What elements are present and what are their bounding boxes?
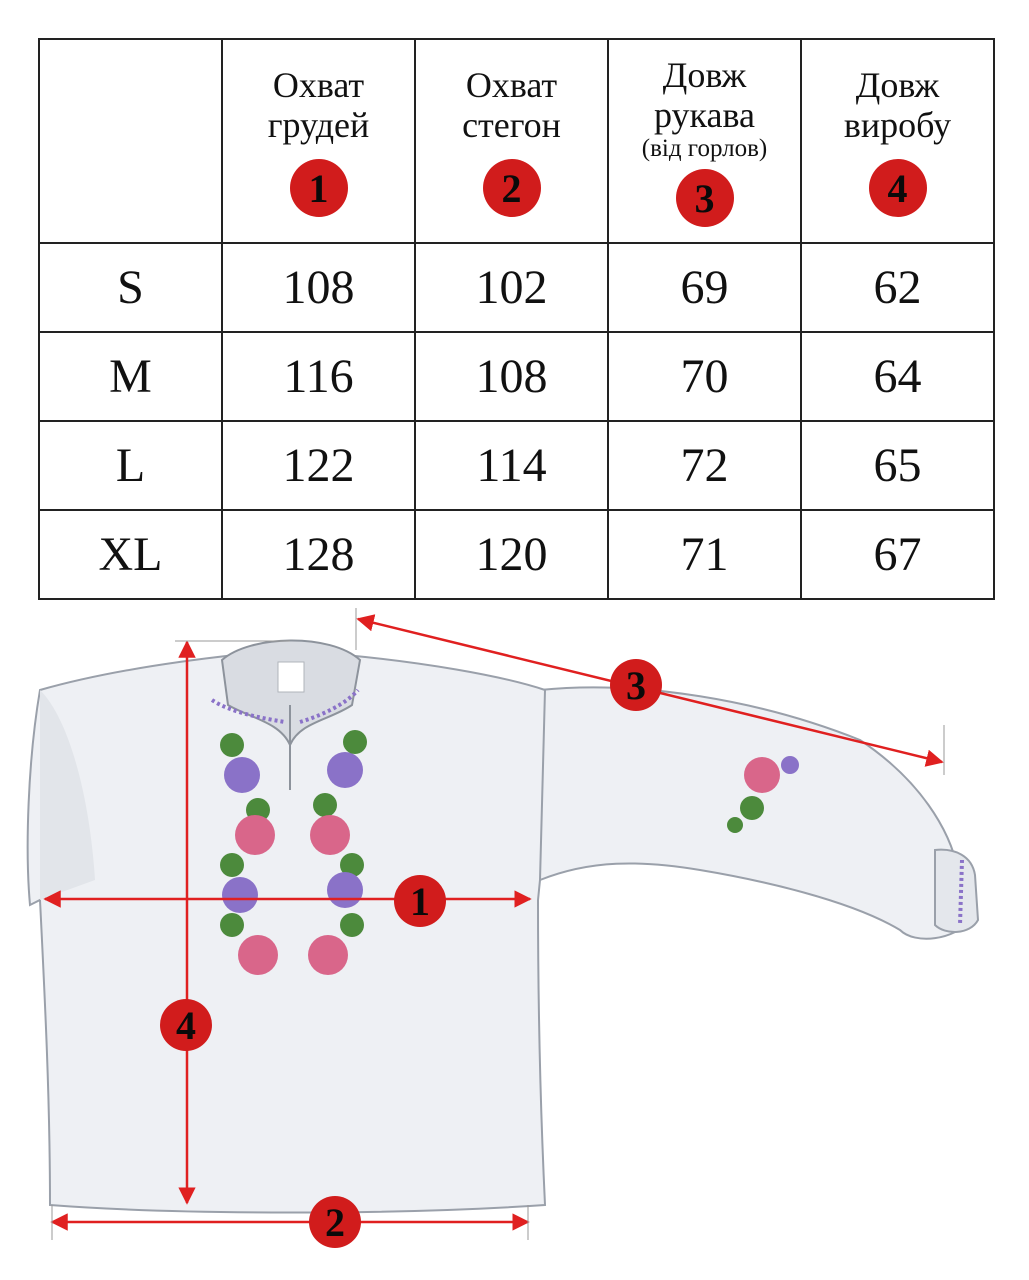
table-row [39,510,994,599]
hips-value: 114 [415,421,608,510]
header-hips-badge: 2 [483,159,541,217]
header-chest [222,39,415,243]
table-row [39,421,994,510]
header-chest-line2: грудей [267,105,370,145]
size-label: XL [39,510,222,599]
chest-value: 128 [222,510,415,599]
header-empty-cell [39,39,222,243]
header-row [39,39,994,243]
header-sleeve-line2: рукава [654,95,755,135]
size-label: L [39,421,222,510]
length-value: 64 [801,332,994,421]
chest-value: 108 [222,243,415,332]
chest-value: 116 [222,332,415,421]
length-value: 62 [801,243,994,332]
sleeve-value: 71 [608,510,801,599]
marker-hips-label: 2 [325,1200,345,1245]
marker-sleeve-label: 3 [626,663,646,708]
table-row [39,243,994,332]
header-length [801,39,994,243]
hips-value: 102 [415,243,608,332]
marker-length [160,999,212,1051]
header-hips [415,39,608,243]
sleeve-value: 70 [608,332,801,421]
header-chest-badge: 1 [290,159,348,217]
marker-length-label: 4 [176,1003,196,1048]
header-length-line1: Довж [855,65,940,105]
sleeve-value: 69 [608,243,801,332]
hips-value: 108 [415,332,608,421]
size-label: M [39,332,222,421]
sleeve-value: 72 [608,421,801,510]
length-value: 65 [801,421,994,510]
header-sleeve-line1: Довж [662,55,747,95]
header-sleeve-badge: 3 [676,169,734,227]
header-length-badge: 4 [869,159,927,217]
header-sleeve [608,39,801,243]
header-sleeve-note: (від горлов) [641,135,768,162]
chest-value: 122 [222,421,415,510]
marker-chest [394,875,446,927]
shirt-illustration [28,640,978,1212]
marker-hips [309,1196,361,1248]
hips-value: 120 [415,510,608,599]
length-value: 67 [801,510,994,599]
marker-chest-label: 1 [410,879,430,924]
header-hips-line2: стегон [462,105,561,145]
size-label: S [39,243,222,332]
marker-sleeve [610,659,662,711]
shirt-measurement-diagram [0,604,1029,1280]
table-row [39,332,994,421]
size-chart-table [38,38,995,600]
header-chest-line1: Охват [272,65,365,105]
header-hips-line1: Охват [465,65,558,105]
header-length-line2: виробу [843,105,952,145]
